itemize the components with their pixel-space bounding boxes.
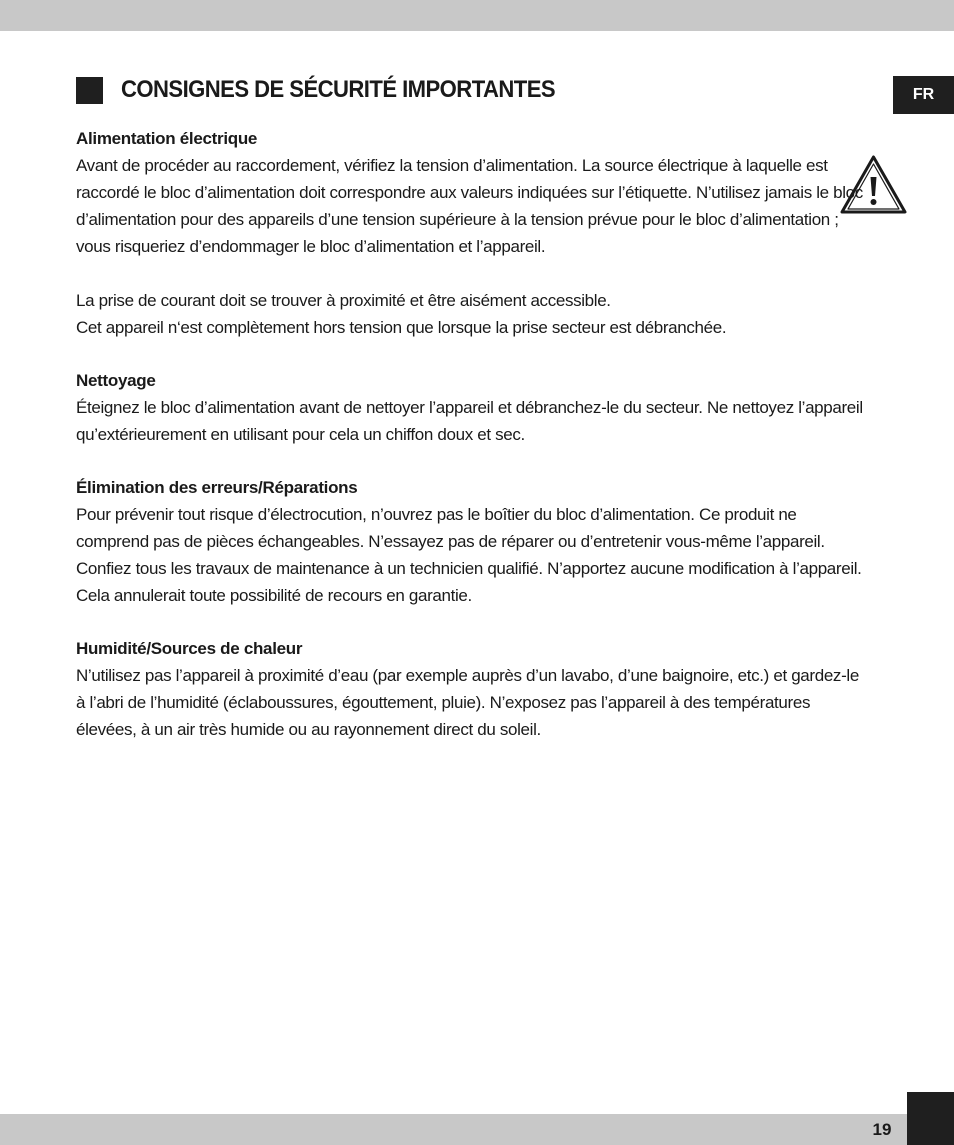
page-title: CONSIGNES DE SÉCURITÉ IMPORTANTES <box>121 76 556 103</box>
paragraph-spacer <box>76 260 866 287</box>
section-heading: Humidité/Sources de chaleur <box>76 639 303 658</box>
corner-block <box>907 1092 954 1145</box>
section-heading: Élimination des erreurs/Réparations <box>76 478 358 497</box>
section-paragraph: Avant de procéder au raccordement, vérifiez la tension d’alimentation. La source électrique à laquelle est raccordé le bloc d’alimentation doit correspondre aux valeurs indiquées sur l’étiquette. N’utilisez jamais le bloc d’alimentation pour des appareils d’une tension supérieure à la tension prévue pour le bloc d’alimentation ; vous risqueriez d’endommager le bloc d’alimentation et l’appareil. <box>76 156 863 256</box>
language-tab <box>893 76 954 114</box>
top-band <box>0 0 954 31</box>
language-tab-label: FR <box>912 86 935 103</box>
section-paragraph: Éteignez le bloc d’alimentation avant de nettoyer l’appareil et débranchez-le du secteur. Ne nettoyez l’appareil qu’extérieurement en utilisant pour cela un chiffon doux et sec. <box>76 398 863 444</box>
section-paragraph: La prise de courant doit se trouver à proximité et être aisément accessible. <box>76 291 611 310</box>
section-power-supply <box>76 125 866 341</box>
page-number: 19 <box>872 1120 892 1139</box>
section-paragraph: N’utilisez pas l’appareil à proximité d’eau (par exemple auprès d’un lavabo, d’une baignoire, etc.) et gardez-le à l’abri de l’humidité (éclaboussures, égouttement, pluie). N’exposez pas l’appareil à des températures élevées, à un air très humide ou au rayonnement direct du soleil. <box>76 666 859 739</box>
section-paragraph: Pour prévenir tout risque d’électrocution, n’ouvrez pas le boîtier du bloc d’alimentation. Ce produit ne comprend pas de pièces échangeables. N’essayez pas de réparer ou d’entretenir vous-même l’appareil. Confiez tous les travaux de maintenance à un technicien qualifié. N’apportez aucune modification à l’appareil. Cela annulerait toute possibilité de recours en garantie. <box>76 505 862 605</box>
section-repairs <box>76 474 866 609</box>
section-heading: Alimentation électrique <box>76 129 258 148</box>
section-paragraph: Cet appareil n‘est complètement hors tension que lorsque la prise secteur est débranchée. <box>76 318 727 337</box>
square-bullet-icon <box>76 77 103 104</box>
section-heading: Nettoyage <box>76 371 156 390</box>
section-humidity-heat <box>76 635 866 743</box>
section-cleaning <box>76 367 866 448</box>
safety-content <box>76 125 866 769</box>
bottom-band <box>0 1114 907 1145</box>
